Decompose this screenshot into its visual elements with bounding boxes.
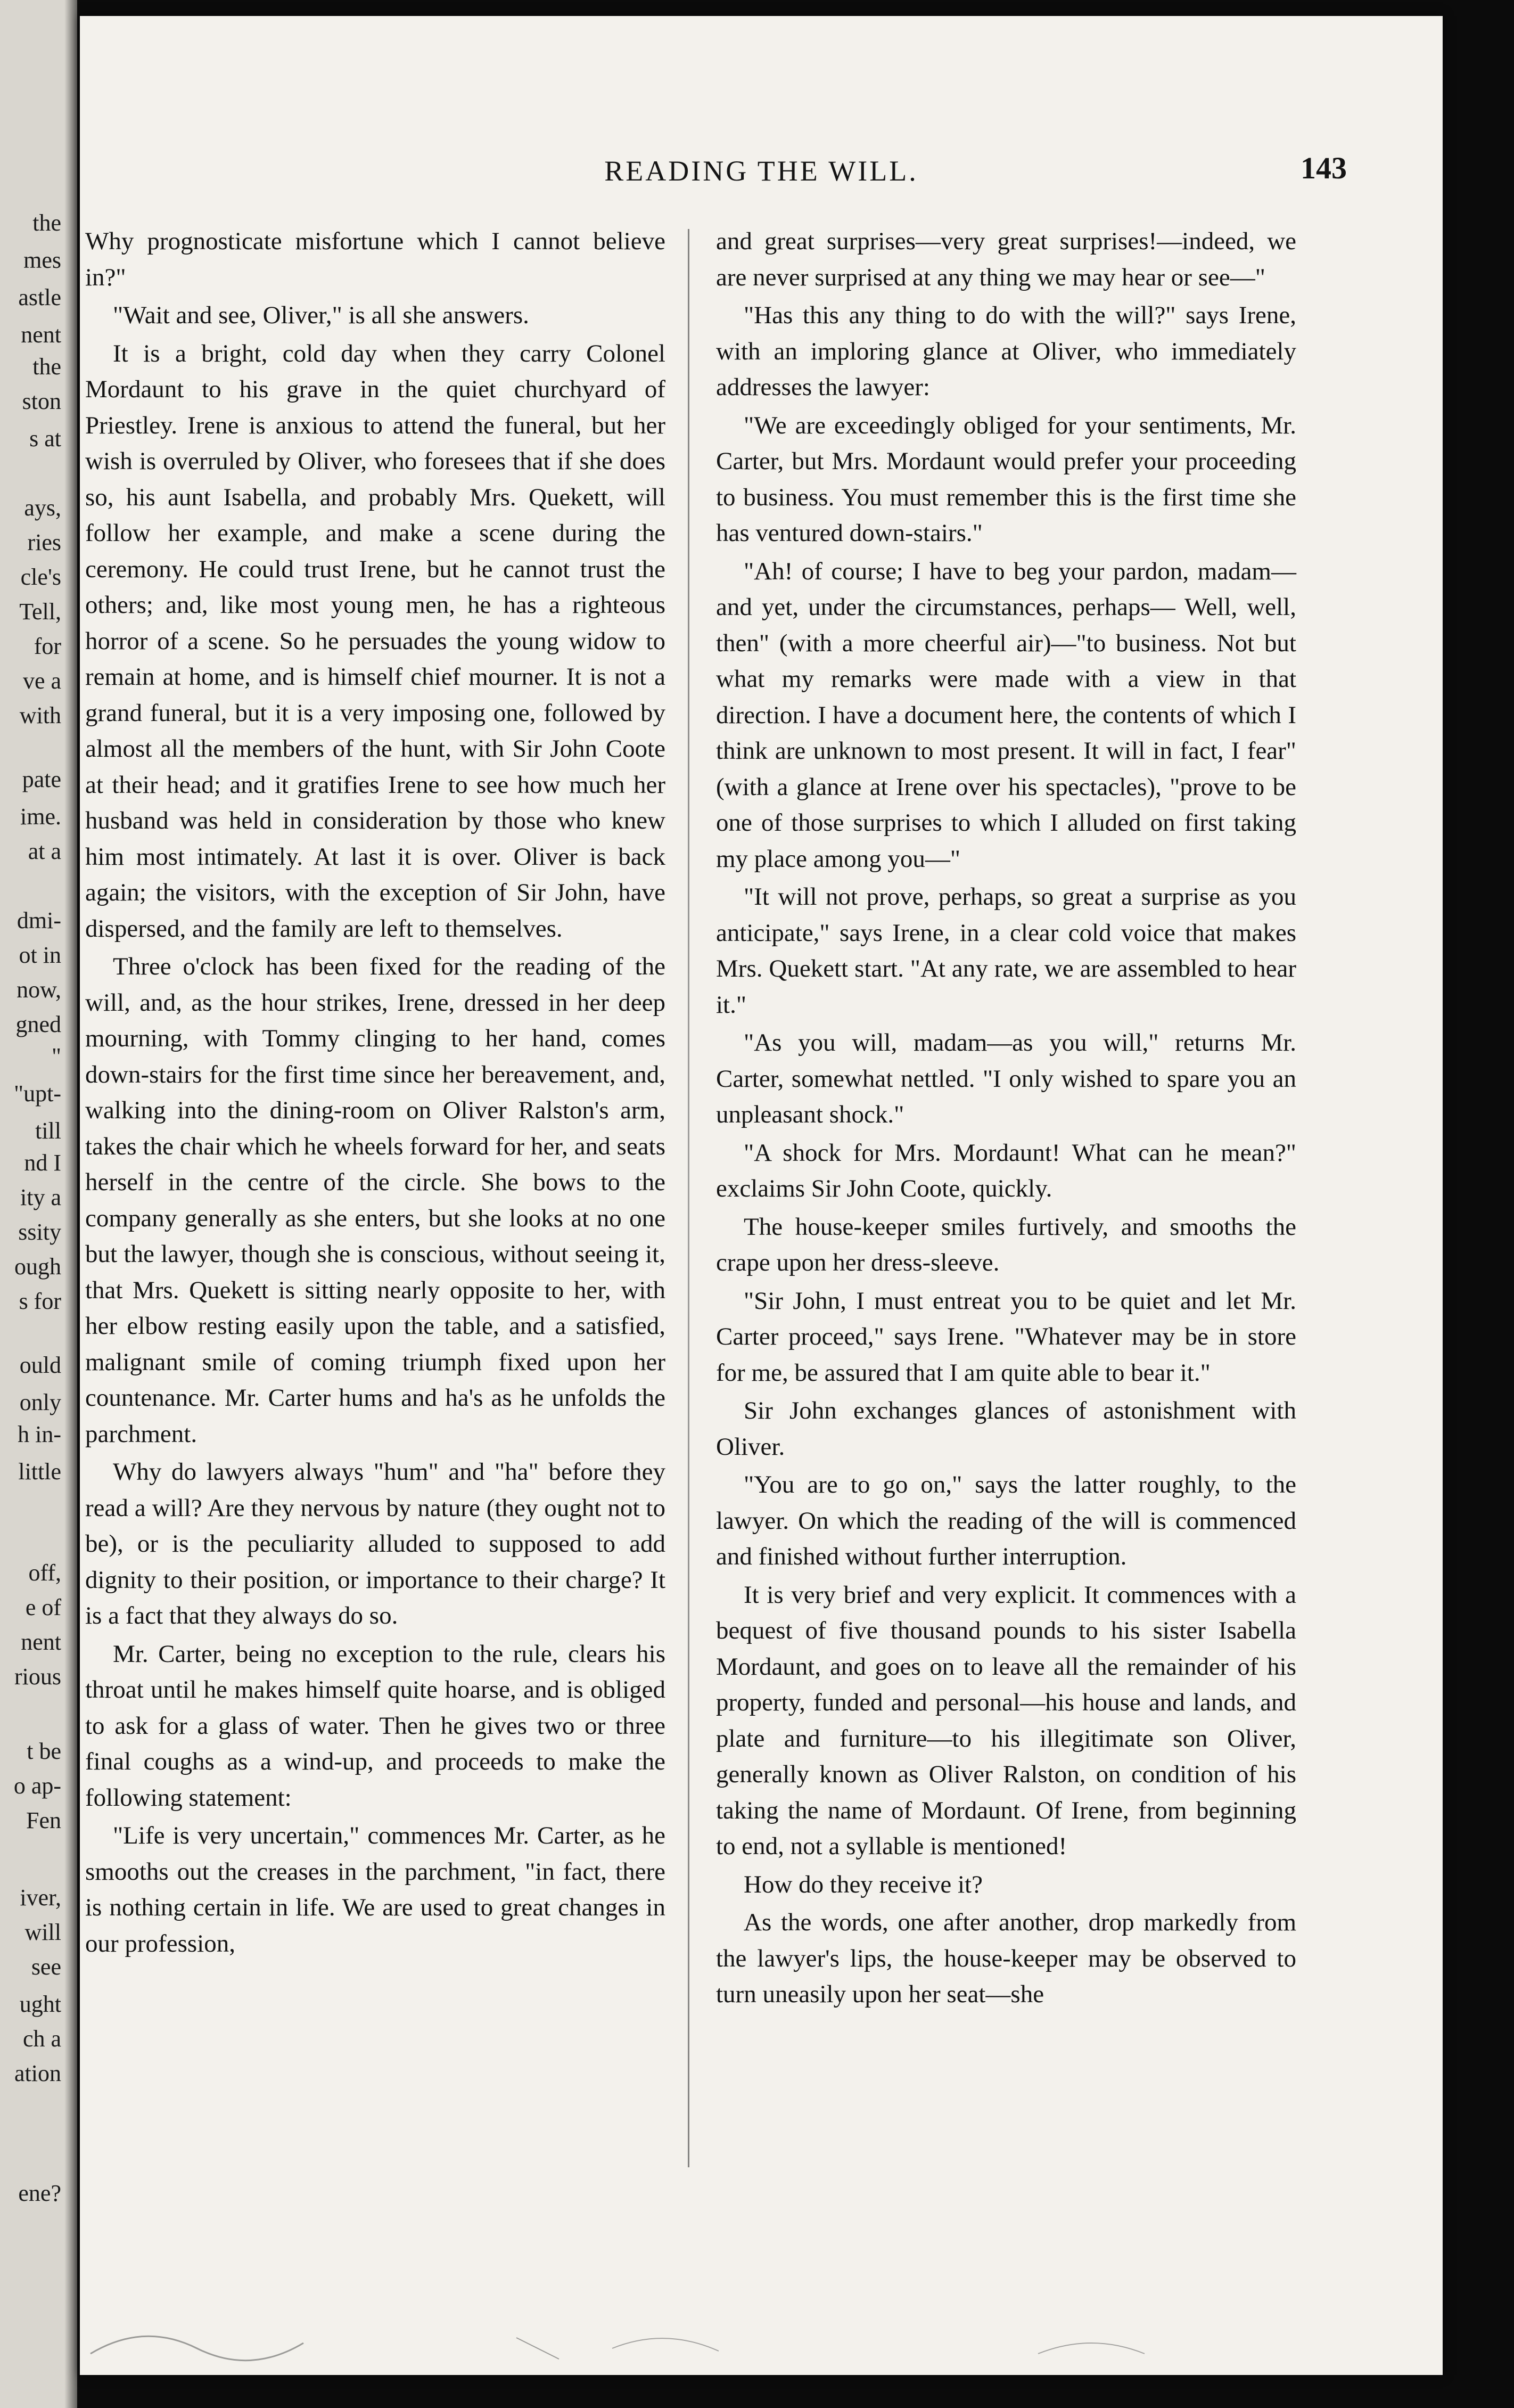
margin-fragment: iver,: [20, 1885, 61, 1911]
margin-fragment: ime.: [20, 804, 61, 830]
paragraph: "As you will, madam—as you will," returns Mr. Carter, somewhat nettled. "I only wished to spare you an unpleasant shock.": [716, 1029, 1296, 1128]
paragraph: "We are exceedingly obliged for your sentiments, Mr. Carter, but Mrs. Mordaunt would prefer your proceeding to business. You must remember this is the first time she has ventured down-stairs.": [716, 411, 1296, 547]
margin-fragment: will: [24, 1919, 61, 1945]
margin-fragment: ation: [14, 2060, 61, 2086]
margin-fragment: o ap-: [13, 1773, 61, 1799]
paragraph: "A shock for Mrs. Mordaunt! What can he mean?" exclaims Sir John Coote, quickly.: [716, 1139, 1296, 1202]
paragraph: and great surprises—very great surprises!—indeed, we are never surprised at any thing we may hear or see—": [716, 227, 1296, 291]
margin-fragment: "upt-: [14, 1080, 61, 1107]
paragraph: "Wait and see, Oliver," is all she answers.: [113, 301, 529, 329]
margin-fragment: the: [32, 210, 61, 236]
paragraph: Three o'clock has been fixed for the reading of the will, and, as the hour strikes, Irene, dressed in her deep mourning, with Tommy clinging to her hand, comes down-stairs for the first time since her bereavement, and, walking into the dining-room on Oliver Ralston's arm, takes the chair which he wheels forward for her, and seats herself in the centre of the circle. She bows to the company generally as she enters, but she looks at no one but the lawyer, though she is conscious, without seeing it, that Mrs. Quekett is sitting nearly opposite to her, with her elbow resting easily upon the table, and a satisfied, malignant smile of coming triumph fixed upon her countenance. Mr. Carter hums and ha's as he unfolds the parchment.: [85, 953, 665, 1448]
margin-fragment: see: [31, 1954, 61, 1980]
margin-fragment: cle's: [20, 564, 61, 590]
paragraph: It is a bright, cold day when they carry Colonel Mordaunt to his grave in the quiet churchyard of Priestley. Irene is anxious to attend the funeral, but her wish is overruled by Oliver, who foresees that if she does so, his aunt Isabella, and probably Mrs. Quekett, will follow her example, and make a scene during the ceremony. He could trust Irene, but he cannot trust the others; and, like most young men, he has a righteous horror of a scene. So he persuades the young widow to remain at home, and is himself chief mourner. It is not a grand funeral, but it is a very imposing one, followed by almost all the members of the hunt, with Sir John Coote at their head; and it gratifies Irene to see how much her husband was held in consideration by those who knew him most intimately. At last it is over. Oliver is back again; the visitors, with the exception of Sir John, have dispersed, and the family are left to themselves.: [85, 339, 665, 943]
margin-fragment: ve a: [22, 668, 61, 694]
book-page: [80, 16, 1443, 2375]
margin-fragment: ston: [22, 388, 61, 414]
margin-fragment: mes: [23, 247, 61, 273]
margin-fragment: little: [18, 1459, 61, 1485]
margin-fragment: ity a: [20, 1184, 61, 1210]
margin-fragment: h in-: [18, 1421, 61, 1447]
paragraph: It is very brief and very explicit. It commences with a bequest of five thousand pounds to his sister Isabella Mordaunt, and goes on to leave all the remainder of his property, funded and personal—his house and lands, and plate and furniture—to his illegitimate son Oliver, generally known as Oliver Ralston, on condition of his taking the name of Mordaunt. Of Irene, from beginning to end, not a syllable is mentioned!: [716, 1580, 1296, 1860]
margin-fragment: s for: [19, 1288, 61, 1314]
margin-fragment: till: [35, 1118, 61, 1144]
page-number: 143: [1301, 151, 1347, 185]
paragraph: "Ah! of course; I have to beg your pardon, madam—and yet, under the circumstances, perhaps— Well, well, then" (with a more cheerful air)—"to business. Not but what my remarks were made with a view in that direction. I have a document here, the contents of which I think are unknown to most present. It will in fact, I fear" (with a glance at Irene over his spectacles), "prove to be one of those surprises to which I alluded on first taking my place among you—": [716, 557, 1296, 873]
running-title: READING THE WILL.: [604, 155, 918, 187]
page-gutter-shadow: [64, 0, 77, 2408]
paragraph: Why do lawyers always "hum" and "ha" before they read a will? Are they nervous by nature (they ought not to be), or is the peculiarity alluded to supposed to add dignity to their position, or importance to their charge? It is a fact that they always do so.: [85, 1458, 665, 1629]
right-text-column: [716, 224, 1296, 2013]
margin-fragment: ught: [19, 1991, 61, 2017]
paragraph: "Life is very uncertain," commences Mr. Carter, as he smooths out the creases in the parchment, "in fact, there is nothing certain in life. We are used to great changes in our profession,: [85, 1822, 665, 1957]
margin-fragment: only: [19, 1389, 61, 1415]
paragraph: Mr. Carter, being no exception to the rule, clears his throat until he makes himself quite hoarse, and is obliged to ask for a glass of water. Then he gives two or three final coughs as a wind-up, and proceeds to make the following statement:: [85, 1640, 665, 1812]
margin-fragment: nent: [21, 1629, 61, 1655]
margin-fragment: rious: [14, 1664, 61, 1690]
margin-fragment: with: [19, 702, 61, 728]
paragraph: "Sir John, I must entreat you to be quiet and let Mr. Carter proceed," says Irene. "Whatever may be in store for me, be assured that I am quite able to bear it.": [716, 1287, 1296, 1387]
margin-fragment: dmi-: [17, 907, 61, 933]
margin-fragment: ssity: [18, 1219, 61, 1245]
column-divider: [688, 229, 689, 2167]
margin-fragment: s at: [29, 425, 61, 452]
paragraph: Sir John exchanges glances of astonishment with Oliver.: [716, 1397, 1296, 1461]
margin-fragment: for: [34, 633, 61, 659]
margin-fragment: nd I: [24, 1150, 61, 1176]
paragraph: "It will not prove, perhaps, so great a surprise as you anticipate," says Irene, in a clear cold voice that makes Mrs. Quekett start. "At any rate, we are assembled to hear it.": [716, 883, 1296, 1019]
margin-fragment: ough: [14, 1254, 61, 1280]
scan-smudge-marks: [80, 2306, 1443, 2364]
left-text-column: [85, 224, 665, 1962]
margin-fragment: off,: [28, 1560, 61, 1586]
margin-fragment: ays,: [24, 495, 61, 521]
margin-fragment: now,: [17, 977, 61, 1003]
margin-fragment: e of: [25, 1594, 61, 1620]
margin-fragment: t be: [27, 1738, 61, 1764]
margin-fragment: pate: [22, 766, 61, 792]
margin-fragment: Fen: [26, 1807, 61, 1833]
margin-fragment: ould: [19, 1352, 61, 1378]
paragraph: "Has this any thing to do with the will?" says Irene, with an imploring glance at Oliver, who immediately addresses the lawyer:: [716, 301, 1296, 401]
paragraph: Why prognosticate misfortune which I cannot believe in?": [85, 227, 665, 291]
margin-fragment: gned: [15, 1011, 61, 1037]
paragraph: How do they receive it?: [744, 1870, 983, 1898]
margin-fragment: ": [52, 1043, 61, 1069]
margin-fragment: ch a: [22, 2026, 61, 2052]
margin-fragment: ene?: [18, 2180, 61, 2206]
margin-fragment: astle: [18, 284, 61, 310]
running-head: [80, 140, 1443, 187]
adjacent-page-strip: [0, 0, 77, 2408]
margin-fragment: nent: [21, 322, 61, 348]
margin-fragment: ot in: [19, 942, 61, 968]
paragraph: The house-keeper smiles furtively, and smooths the crape upon her dress-sleeve.: [716, 1213, 1296, 1276]
margin-fragment: ries: [27, 529, 61, 555]
paragraph: "You are to go on," says the latter roughly, to the lawyer. On which the reading of the will is commenced and finished without further interruption.: [716, 1471, 1296, 1570]
margin-fragment: the: [32, 354, 61, 380]
margin-fragment: Tell,: [19, 599, 61, 625]
paragraph: As the words, one after another, drop markedly from the lawyer's lips, the house-keeper may be observed to turn uneasily upon her seat—she: [716, 1909, 1296, 2008]
margin-fragment: at a: [28, 838, 61, 864]
